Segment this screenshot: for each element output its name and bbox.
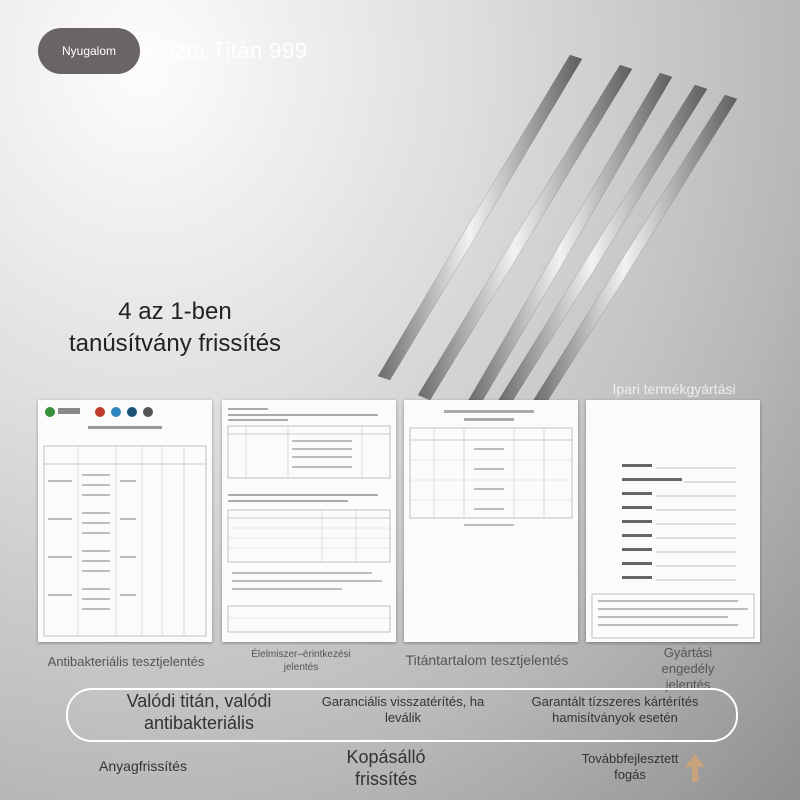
certificate-3-caption: Titántartalom tesztjelentés: [405, 652, 569, 668]
certificate-titanium-content-document: [404, 400, 578, 642]
chopsticks-image: [330, 55, 780, 405]
headline: [40, 296, 310, 360]
certificate-titanium-content-content: [404, 400, 578, 642]
highlight-refund-guarantee: Garanciális visszatérítés, ha leválik: [321, 694, 485, 725]
brand-title: Tiszta Titán 999: [145, 38, 308, 63]
certificate-2-caption: Élelmiszer–érintkezési jelentés: [251, 649, 351, 673]
certificate-4-overlay-caption: Ipari termékgyártási engedély éves önellenőrzési jelentés: [606, 381, 742, 435]
upgrade-grip: Továbbfejlesztett fogás: [581, 751, 679, 782]
certificate-antibacterial-content: [38, 400, 212, 642]
certificate-food-contact-document: [222, 400, 396, 642]
highlight-compensation-guarantee: Garantált tízszeres kártérítés hamisítványok esetén: [531, 694, 699, 725]
brand-badge: Nyugalom: [38, 28, 140, 74]
highlight-genuine-titanium: Valódi titán, valódi antibakteriális: [126, 691, 272, 733]
upgrade-wear-resistant: Kopásálló frissítés: [346, 747, 426, 789]
up-arrow-icon: [684, 752, 706, 784]
upgrade-material: Anyagfrissítés: [99, 758, 187, 774]
certificate-1-caption: Antibakteriális tesztjelentés: [47, 654, 205, 669]
certificate-food-contact-content: [222, 400, 396, 642]
certificate-antibacterial-document: [38, 400, 212, 642]
headline-line1: 4 az 1-ben: [118, 298, 232, 325]
certificate-4-caption: Gyártási engedély jelentés: [661, 645, 715, 692]
headline-line2: tanúsítvány frissítés: [68, 330, 282, 357]
